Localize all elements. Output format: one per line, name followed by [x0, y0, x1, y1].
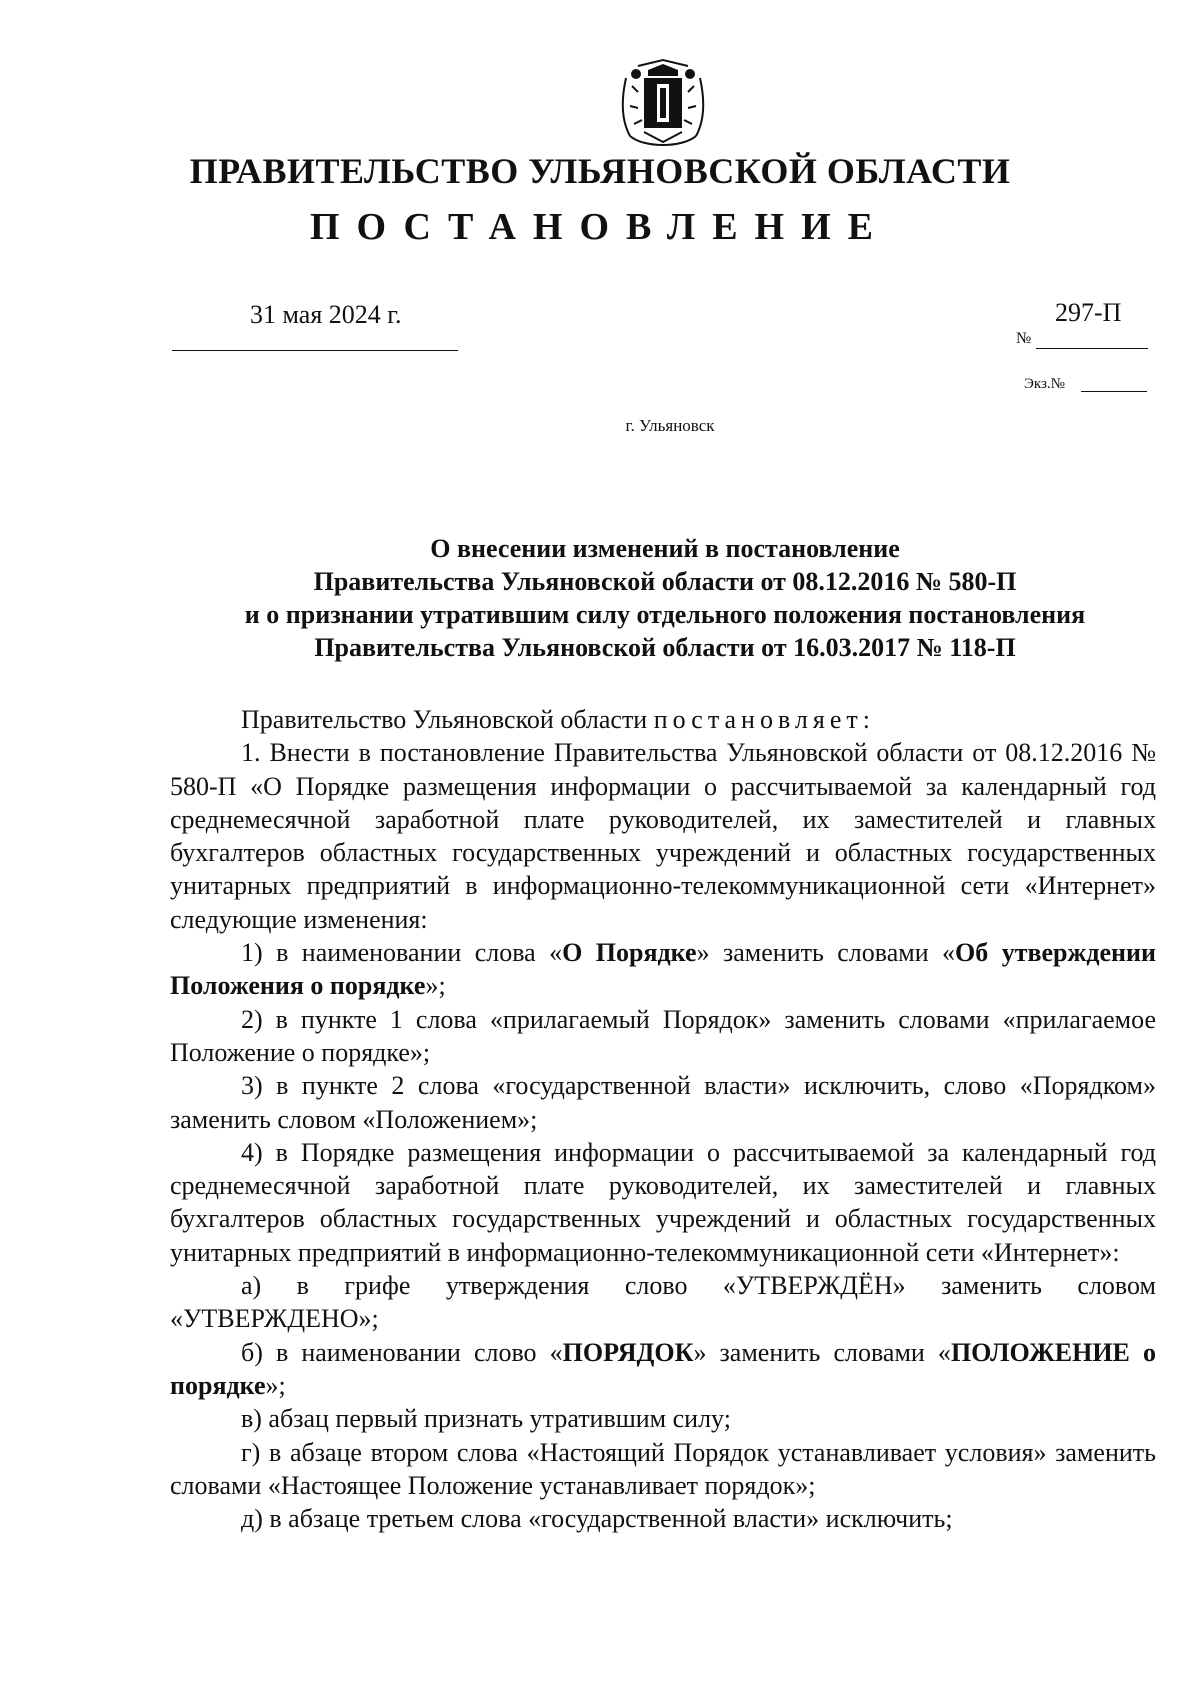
subitem-b-paragraph: б) в наименовании слово «ПОРЯДОК» заменить словами «ПОЛОЖЕНИЕ о порядке»;: [170, 1337, 1156, 1400]
heading-line: Правительства Ульяновской области от 16.03.2017 № 118-П: [314, 633, 1016, 662]
number-underline: [1036, 348, 1148, 349]
coat-of-arms-emblem-icon: [608, 56, 718, 156]
subitem-v-paragraph: в) абзац первый признать утратившим силу;: [241, 1404, 731, 1434]
subitem-a-paragraph: а) в грифе утверждения слово «УТВЕРЖДЁН» заменить словом «УТВЕРЖДЕНО»;: [170, 1271, 1156, 1334]
document-heading: [170, 532, 1160, 664]
heading-line: Правительства Ульяновской области от 08.12.2016 № 580-П: [313, 567, 1017, 596]
subitem-d-paragraph: д) в абзаце третьем слова «государственной власти» исключить;: [241, 1504, 953, 1534]
document-number: 297-П: [1055, 298, 1122, 327]
document-type-title: ПОСТАНОВЛЕНИЕ: [309, 206, 891, 248]
document-body: [170, 703, 1156, 1535]
copy-number-underline: [1081, 391, 1147, 392]
item-1-paragraph: 1. Внести в постановление Правительства Ульяновской области от 08.12.2016 № 580-П «О Порядке размещения информации о рассчитываемой за календарный год среднемесячной заработной плате руководителей, их заместителей и главных бухгалтеров областных государственных учреждений и областных государственных унитарных предприятий в информационно-телекоммуникационной сети «Интернет» следующие изменения:: [170, 738, 1156, 934]
preamble-paragraph: Правительство Ульяновской области постановляет:: [241, 705, 870, 734]
number-sign: №: [1016, 330, 1032, 347]
document-date: 31 мая 2024 г.: [250, 300, 402, 329]
city-label: г. Ульяновск: [625, 416, 715, 435]
subitem-2-paragraph: 2) в пункте 1 слова «прилагаемый Порядок» заменить словами «прилагаемое Положение о порядке»;: [170, 1004, 1156, 1067]
subitem-4-paragraph: 4) в Порядке размещения информации о рассчитываемой за календарный год среднемесячной заработной плате руководителей, их заместителей и главных бухгалтеров областных государственных учреждений и областных государственных унитарных предприятий в информационно-телекоммуникационной сети «Интернет»:: [170, 1137, 1156, 1267]
subitem-g-paragraph: г) в абзаце втором слова «Настоящий Порядок устанавливает условия» заменить словами «Настоящее Положение устанавливает порядок»;: [170, 1437, 1156, 1500]
date-underline: [172, 350, 458, 351]
subitem-1-paragraph: 1) в наименовании слова «О Порядке» заменить словами «Об утверждении Положения о порядке»;: [170, 938, 1156, 1001]
copy-number-label: Экз.№: [1024, 376, 1065, 392]
heading-line: и о признании утратившим силу отдельного положения постановления: [244, 600, 1086, 629]
heading-line: О внесении изменений в постановление: [430, 534, 900, 563]
organization-title: ПРАВИТЕЛЬСТВО УЛЬЯНОВСКОЙ ОБЛАСТИ: [189, 151, 1011, 191]
subitem-3-paragraph: 3) в пункте 2 слова «государственной власти» исключить, слово «Порядком» заменить словом «Положением»;: [170, 1071, 1156, 1134]
